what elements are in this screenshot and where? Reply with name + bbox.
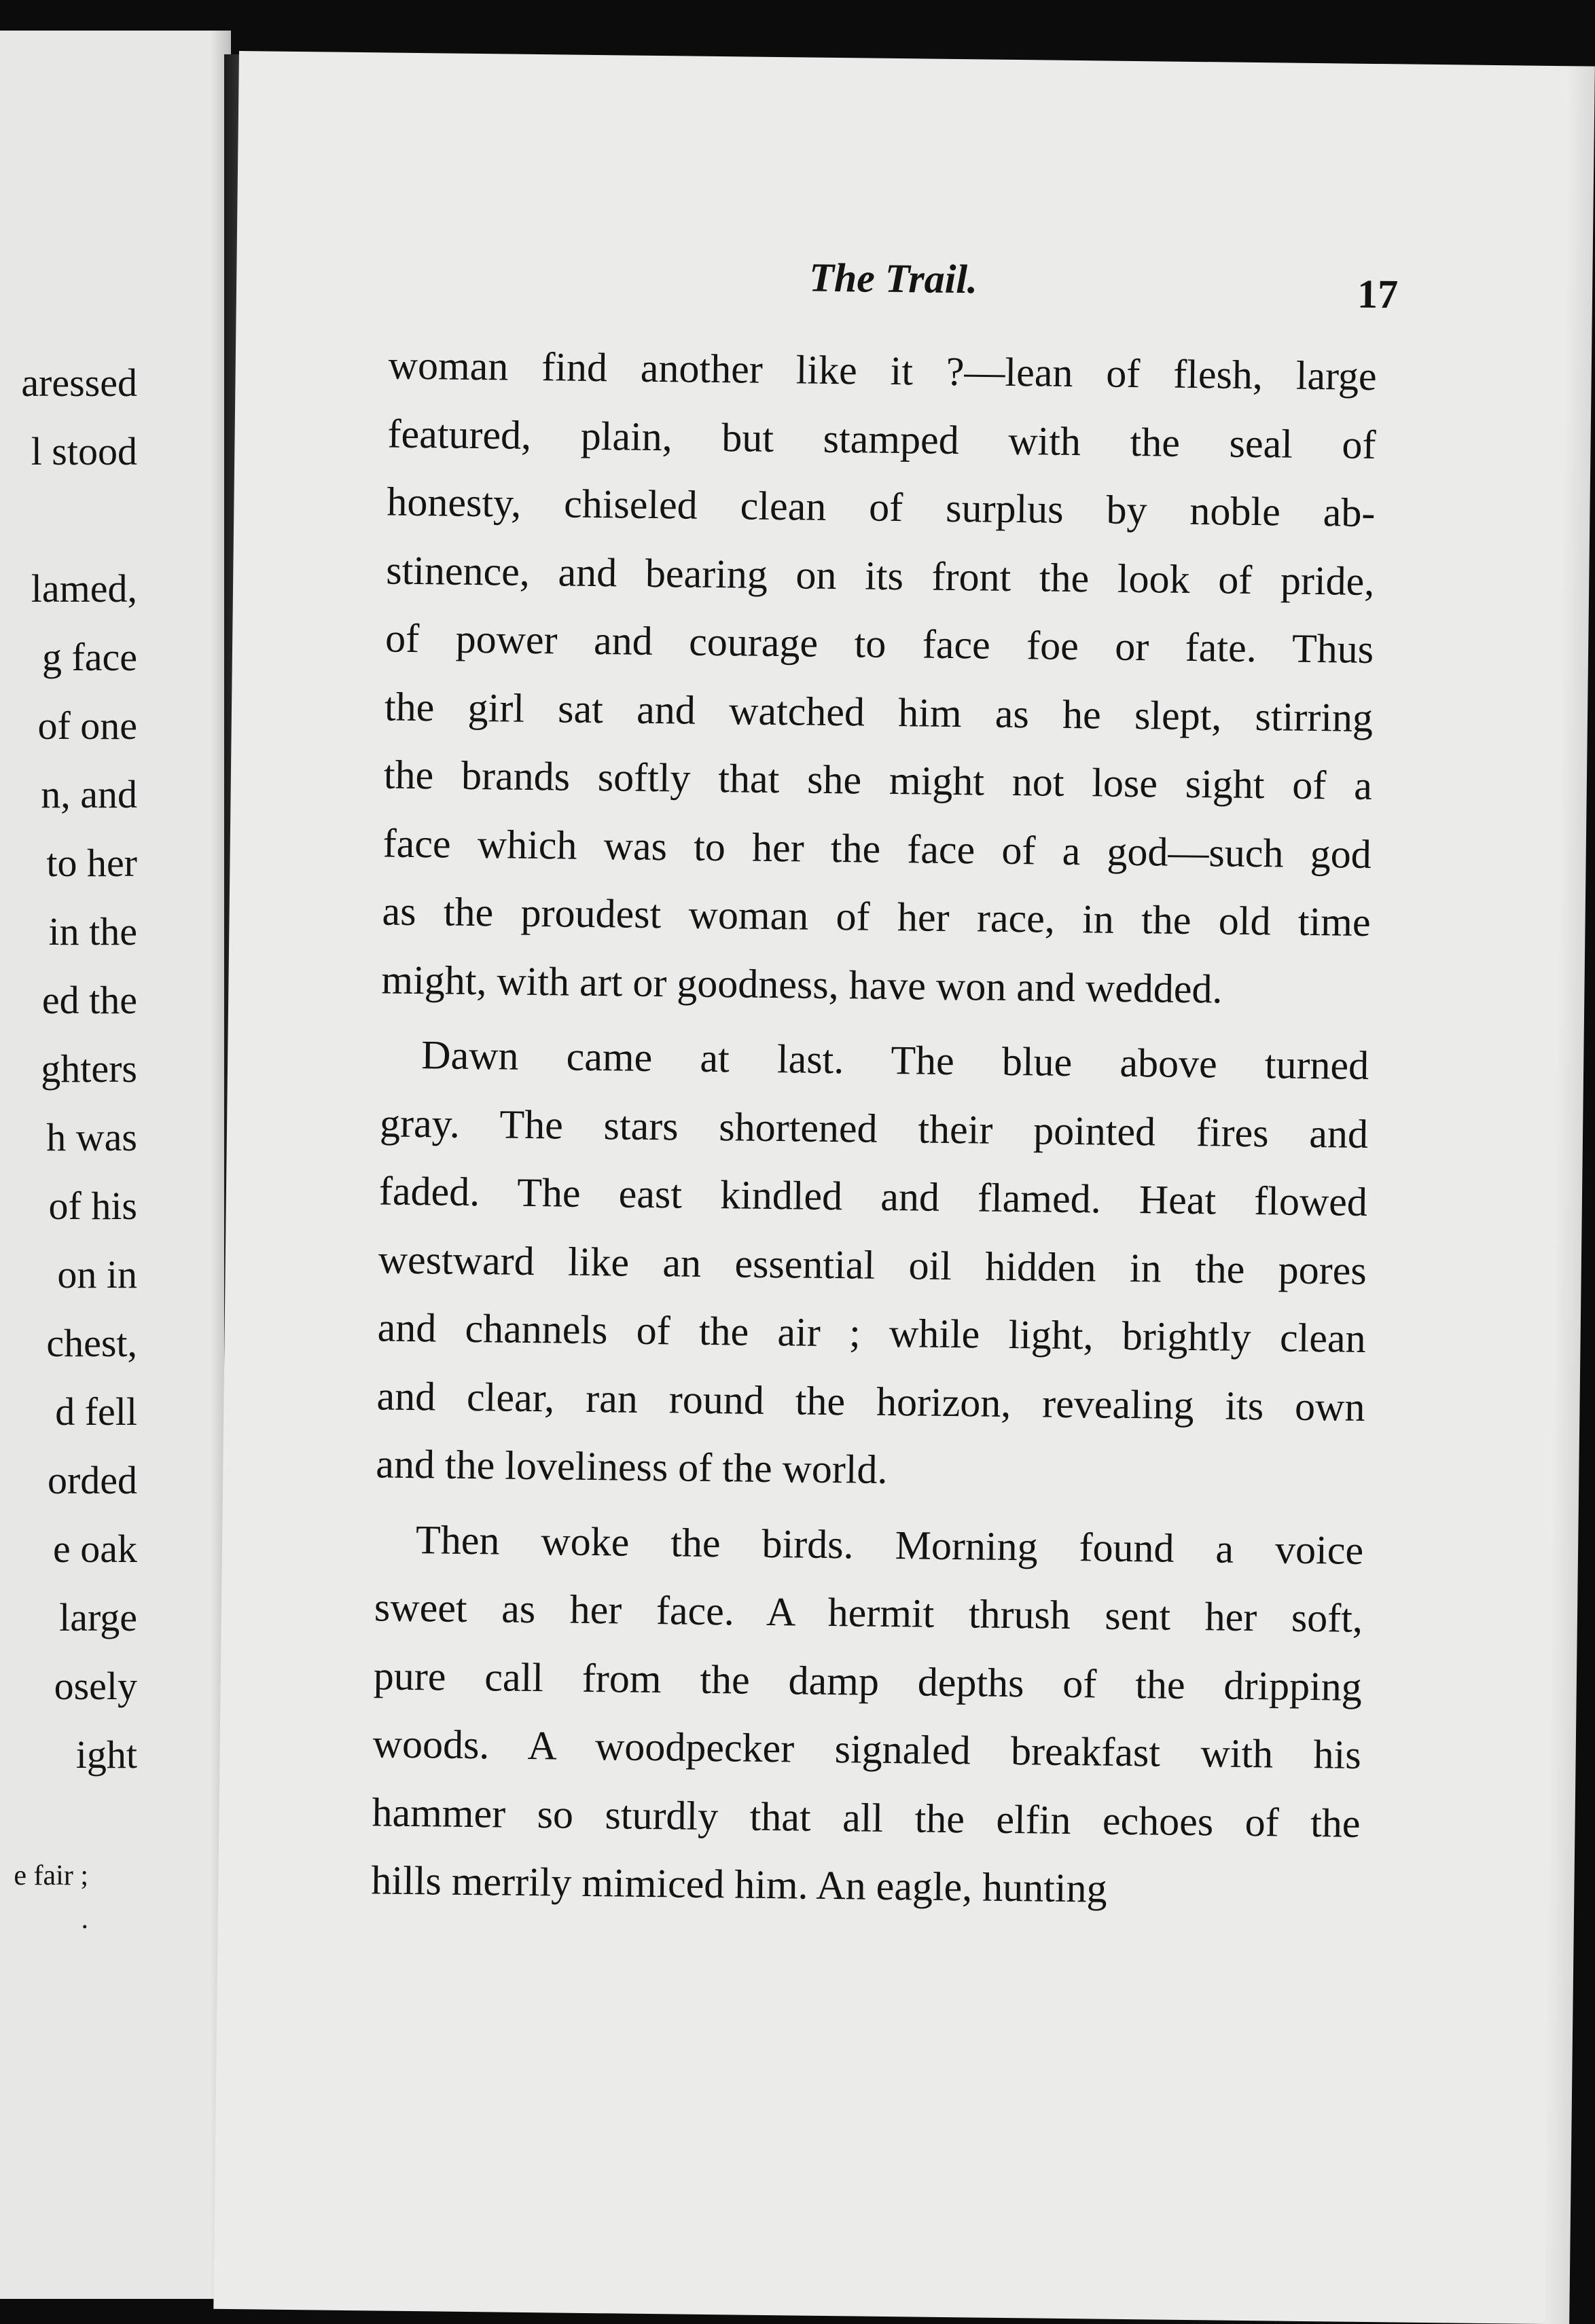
left-line: orded bbox=[47, 1458, 137, 1502]
left-line: ed the bbox=[41, 978, 137, 1022]
left-line: aressed bbox=[21, 361, 137, 405]
left-line: h was bbox=[46, 1115, 137, 1159]
text-line: of power and courage to face foe or fate. Thus bbox=[384, 615, 1374, 672]
text-line: the brands softly that she might not lose sight of a bbox=[383, 752, 1373, 808]
text-line: faded. The east kindled and flamed. Heat flowed bbox=[378, 1168, 1368, 1224]
text-line: and clear, ran round the horizon, revealing its own bbox=[376, 1373, 1365, 1430]
left-line: ight bbox=[75, 1732, 137, 1777]
left-line: g face bbox=[41, 635, 137, 679]
text-line: stinence, and bearing on its front the look of pride, bbox=[385, 547, 1375, 604]
running-head: The Trail. bbox=[808, 255, 978, 302]
left-line: ghters bbox=[41, 1047, 137, 1091]
text-line: Dawn came at last. The blue above turned bbox=[420, 1032, 1369, 1088]
left-line: e oak bbox=[53, 1527, 137, 1571]
text-line: and the loveliness of the world. bbox=[376, 1441, 888, 1492]
text-line: honesty, chiseled clean of surplus by noble ab- bbox=[387, 479, 1376, 536]
left-line: large bbox=[59, 1595, 137, 1639]
text-line: westward like an essential oil hidden in the pores bbox=[378, 1236, 1367, 1293]
text-line: the girl sat and watched him as he slept, stirring bbox=[384, 683, 1374, 740]
left-page bbox=[0, 31, 231, 2299]
text-line: Then woke the birds. Morning found a voice bbox=[415, 1517, 1364, 1573]
left-page-text bbox=[0, 348, 224, 1789]
left-line: lamed, bbox=[31, 566, 137, 611]
paragraph bbox=[381, 331, 1377, 1025]
text-line: woman find another like it ?—lean of flesh, large bbox=[388, 342, 1378, 399]
text-line: face which was to her the face of a god—such god bbox=[382, 820, 1372, 877]
left-line: osely bbox=[54, 1664, 137, 1708]
left-line: chest, bbox=[46, 1321, 137, 1365]
left-line-gap bbox=[0, 486, 224, 554]
left-line: d fell bbox=[55, 1390, 137, 1434]
text-line: pure call from the damp depths of the dripping bbox=[373, 1652, 1363, 1709]
body-text bbox=[371, 331, 1377, 1933]
text-line: might, with art or goodness, have won and wedded. bbox=[381, 956, 1223, 1012]
text-line: hammer so sturdly that all the elfin echoes of the bbox=[372, 1789, 1361, 1846]
left-line: of one bbox=[37, 704, 137, 748]
left-line: n, and bbox=[41, 772, 137, 816]
left-line: to her bbox=[46, 841, 137, 885]
text-line: featured, plain, but stamped with the seal of bbox=[387, 411, 1376, 467]
text-line: as the proudest woman of her race, in the old time bbox=[382, 888, 1371, 945]
page-number: 17 bbox=[1357, 271, 1399, 317]
left-line: on in bbox=[57, 1252, 137, 1296]
text-line: woods. A woodpecker signaled breakfast with his bbox=[372, 1721, 1362, 1777]
left-line: of his bbox=[48, 1184, 137, 1228]
right-page bbox=[213, 51, 1595, 2324]
footnote-line: e fair ; bbox=[14, 1860, 88, 1891]
paragraph bbox=[371, 1505, 1364, 1925]
text-line: sweet as her face. A hermit thrush sent her soft, bbox=[374, 1584, 1363, 1641]
page-edge-shadow bbox=[1542, 66, 1595, 2324]
text-line: hills merrily mimiced him. An eagle, hunting bbox=[371, 1857, 1107, 1911]
footnote-line: . bbox=[81, 1904, 88, 1935]
paragraph bbox=[376, 1020, 1369, 1509]
left-page-footnote bbox=[14, 1854, 88, 1941]
left-line: l stood bbox=[31, 429, 137, 473]
text-line: gray. The stars shortened their pointed fires and bbox=[379, 1100, 1369, 1157]
text-line: and channels of the air ; while light, brightly clean bbox=[377, 1305, 1366, 1361]
left-line: in the bbox=[48, 909, 137, 954]
